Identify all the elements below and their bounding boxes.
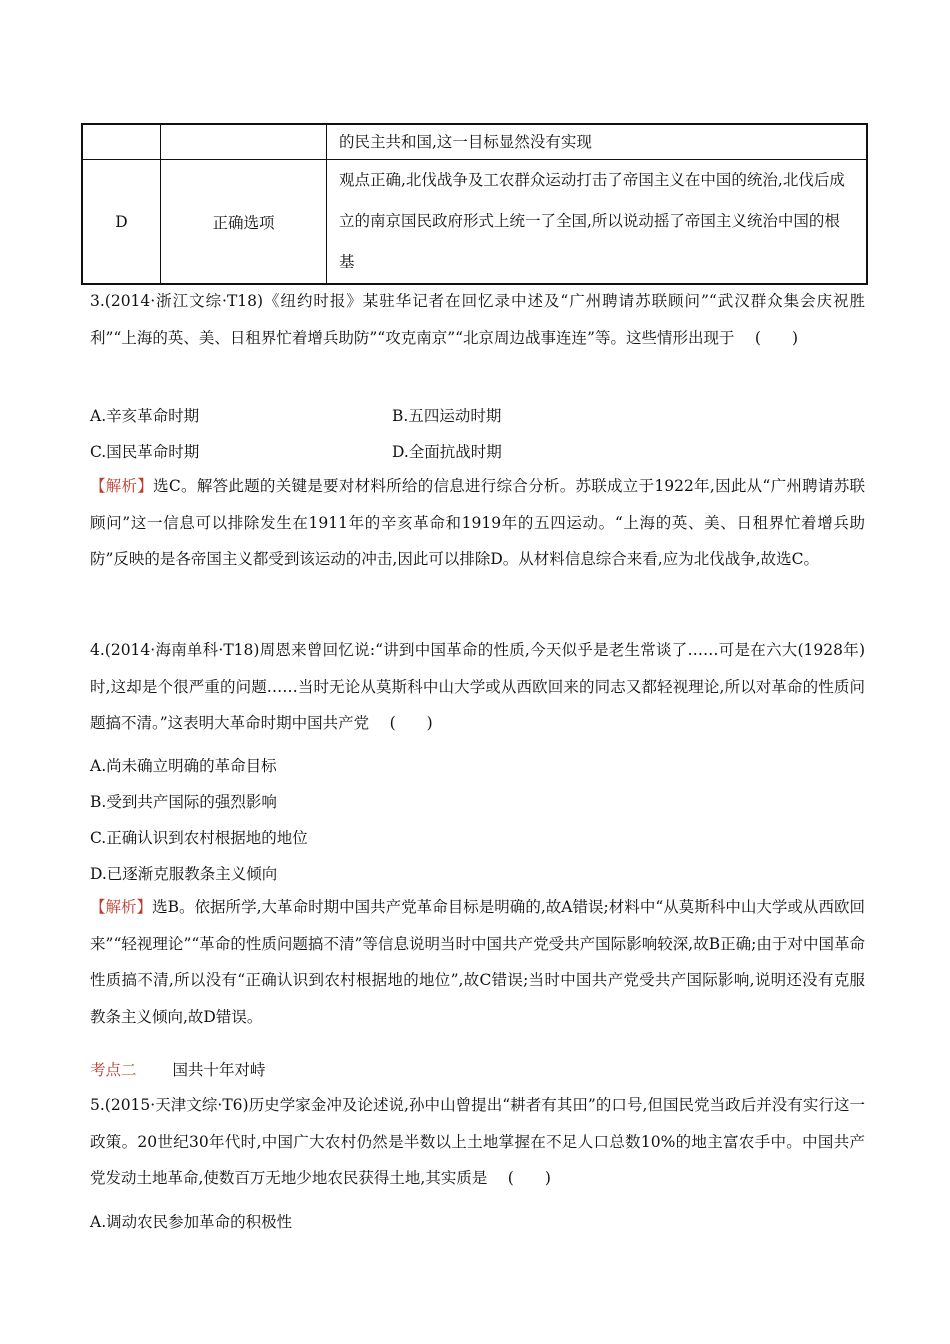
table-cell-option: D: [82, 160, 161, 285]
topic-label: 考点二: [90, 1061, 137, 1079]
topic-title: 国共十年对峙: [172, 1061, 266, 1079]
question-3-option-b: B.五四运动时期: [392, 407, 502, 425]
question-4-analysis: [90, 889, 865, 1035]
analysis-tag: 【解析】: [90, 477, 154, 495]
table-cell-option: [82, 124, 161, 160]
question-3-option-c: C.国民革命时期: [90, 443, 200, 461]
question-5-stem: 5.(2015·天津文综·T6)历史学家金冲及论述说,孙中山曾提出“耕者有其田”的口号,但国民党当政后并没有实行这一政策。20世纪30年代时,中国广大农村仍然是半数以上土地掌握在不足人口总数10%的地主富农手中。中国共产党发动土地革命,使数百万无地少地农民获得土地,其实质是 ( ): [90, 1096, 865, 1187]
table-cell-reason: 观点正确,北伐战争及工农群众运动打击了帝国主义在中国的统治,北伐后成立的南京国民政府形式上统一了全国,所以说动摇了帝国主义统治中国的根基: [327, 160, 868, 285]
question-4-stem: 4.(2014·海南单科·T18)周恩来曾回忆说:“讲到中国革命的性质,今天似乎是老生常谈了……可是在六大(1928年)时,这却是个很严重的问题……当时无论从莫斯科中山大学或从西欧回来的同志又都轻视理论,所以对革命的性质问题搞不清。”这表明大革命时期中国共产党 ( ): [90, 641, 865, 732]
topic-header: [90, 1060, 266, 1080]
analysis-tag: 【解析】: [90, 898, 153, 916]
question-4-option-a: A.尚未确立明确的革命目标: [90, 757, 277, 775]
table-cell-judgement: 正确选项: [161, 160, 327, 285]
question-3-stem: 3.(2014·浙江文综·T18)《纽约时报》某驻华记者在回忆录中述及“广州聘请苏联顾问”“武汉群众集会庆祝胜利”“上海的英、美、日租界忙着增兵助防”“攻克南京”“北京周边战事连连”等。这些情形出现于 ( ): [90, 292, 865, 347]
question-3-option-a: A.辛亥革命时期: [90, 407, 200, 425]
options-analysis-table: [81, 123, 868, 285]
analysis-text: 选B。依据所学,大革命时期中国共产党革命目标是明确的,故A错误;材料中“从莫斯科中山大学或从西欧回来”“轻视理论”“革命的性质问题搞不清”等信息说明当时中国共产党受共产国际影响较深,故B正确;由于对中国革命性质搞不清,所以没有“正确认识到农村根据地的地位”,故C错误;当时中国共产党受共产国际影响,说明还没有克服教条主义倾向,故D错误。: [90, 898, 865, 1026]
question-4-option-c: C.正确认识到农村根据地的地位: [90, 829, 308, 847]
question-4-option-d: D.已逐渐克服教条主义倾向: [90, 865, 278, 883]
question-5-option-a: A.调动农民参加革命的积极性: [90, 1213, 293, 1231]
analysis-text: 选C。解答此题的关键是要对材料所给的信息进行综合分析。苏联成立于1922年,因此从“广州聘请苏联顾问”这一信息可以排除发生在1911年的辛亥革命和1919年的五四运动。“上海的英、美、日租界忙着增兵助防”反映的是各帝国主义都受到该运动的冲击,因此可以排除D。从材料信息综合来看,应为北伐战争,故选C。: [90, 477, 865, 568]
table-row: [82, 124, 867, 160]
table-cell-judgement: [161, 124, 327, 160]
table-cell-reason: 的民主共和国,这一目标显然没有实现: [327, 124, 868, 160]
table-row: [82, 160, 867, 285]
question-3-option-d: D.全面抗战时期: [392, 443, 502, 461]
question-3-analysis: [90, 468, 865, 578]
question-4-option-b: B.受到共产国际的强烈影响: [90, 793, 277, 811]
